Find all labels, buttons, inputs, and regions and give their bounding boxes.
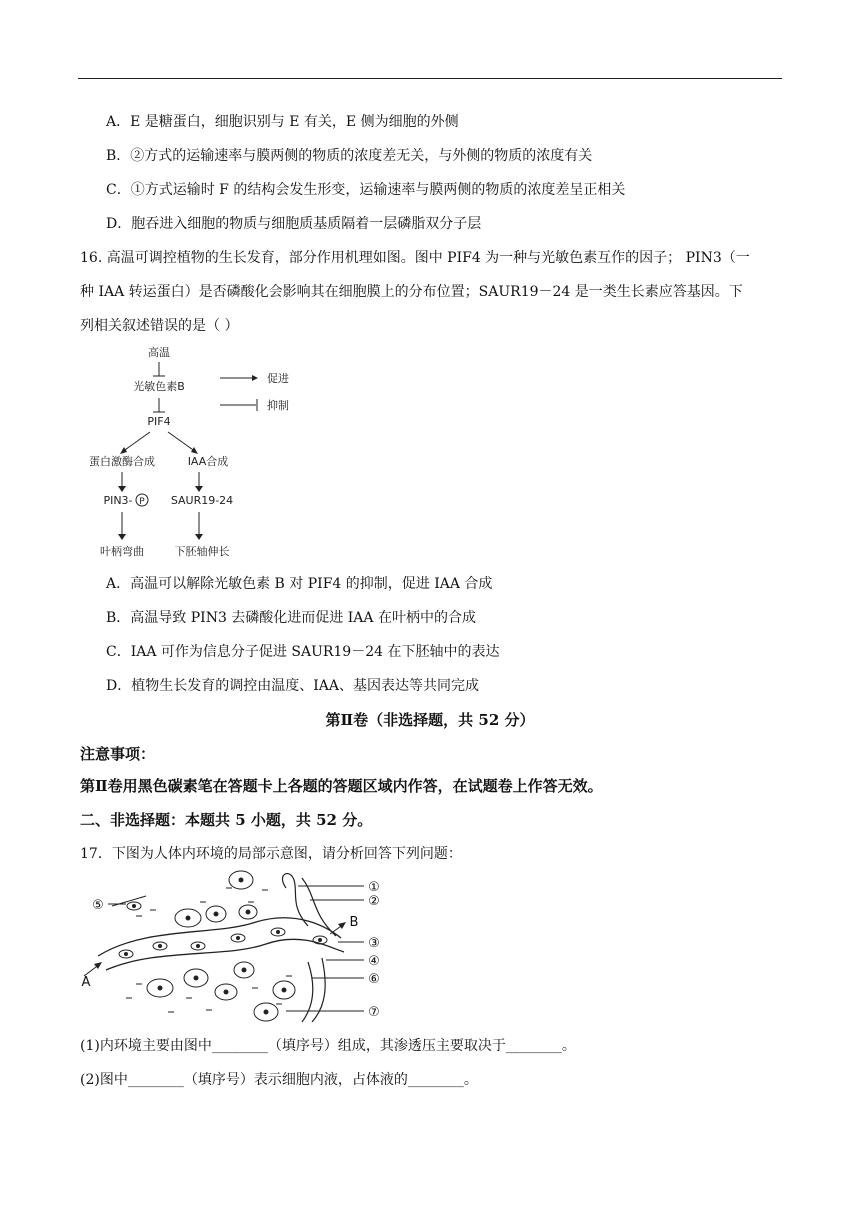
label-2: ② bbox=[368, 894, 380, 909]
diagram-phytochrome-b: 光敏色素B bbox=[133, 380, 185, 393]
label-1: ① bbox=[368, 880, 380, 895]
q16-option-b: B．高温导致 PIN3 去磷酸化进而促进 IAA 在叶柄中的合成 bbox=[106, 610, 476, 626]
q15-option-a: A．E 是糖蛋白，细胞识别与 E 有关，E 侧为细胞的外侧 bbox=[106, 114, 459, 130]
notice-text: 第Ⅱ卷用黑色碳素笔在答题卡上各题的答题区域内作答，在试题卷上作答无效。 bbox=[80, 777, 603, 795]
diagram-hypocotyl-growth: 下胚轴伸长 bbox=[174, 545, 230, 558]
q17-sub1: (1)内环境主要由图中________（填序号）组成，其渗透压主要取决于________。 bbox=[80, 1038, 576, 1054]
diagram-iaa-synthesis: IAA合成 bbox=[187, 455, 229, 468]
part2-heading: 二、非选择题：本题共 5 小题，共 52 分。 bbox=[80, 811, 373, 829]
q16-pathway-diagram bbox=[80, 340, 320, 562]
diagram-petiole-bend: 叶柄弯曲 bbox=[100, 545, 144, 558]
diagram-high-temp: 高温 bbox=[148, 346, 170, 359]
q15-option-d: D．胞吞进入细胞的物质与细胞质基质隔着一层磷脂双分子层 bbox=[106, 216, 482, 232]
q15-option-b: B．②方式的运输速率与膜两侧的物质的浓度差无关，与外侧的物质的浓度有关 bbox=[106, 148, 593, 164]
label-3: ③ bbox=[368, 936, 380, 951]
q15-option-c: C．①方式运输时 F 的结构会发生形变，运输速率与膜两侧的物质的浓度差呈正相关 bbox=[106, 182, 626, 198]
q17-stem: 17．下图为人体内环境的局部示意图，请分析回答下列问题： bbox=[80, 846, 462, 862]
label-5: ⑤ bbox=[92, 898, 104, 913]
q17-internal-environment-diagram bbox=[76, 866, 396, 1026]
q16-option-d: D．植物生长发育的调控由温度、IAA、基因表达等共同完成 bbox=[106, 678, 479, 694]
legend-promote: 促进 bbox=[267, 372, 289, 385]
label-a: A bbox=[81, 975, 91, 990]
header-rule bbox=[78, 78, 782, 79]
label-b: B bbox=[349, 915, 359, 930]
q16-option-a: A．高温可以解除光敏色素 B 对 PIF4 的抑制，促进 IAA 合成 bbox=[106, 576, 493, 592]
q17-sub2: (2)图中________（填序号）表示细胞内液，占体液的________。 bbox=[80, 1072, 478, 1088]
diagram-protein-kinase: 蛋白激酶合成 bbox=[89, 455, 155, 468]
diagram-saur: SAUR19-24 bbox=[170, 494, 234, 507]
label-4: ④ bbox=[368, 954, 380, 969]
notice-heading: 注意事项： bbox=[80, 745, 156, 763]
label-6: ⑥ bbox=[368, 972, 380, 987]
diagram-pif4: PIF4 bbox=[147, 415, 171, 428]
label-7: ⑦ bbox=[368, 1005, 380, 1020]
q16-stem-line3: 列相关叙述错误的是（ ） bbox=[80, 318, 239, 334]
q16-stem-line2: 种 IAA 转运蛋白）是否磷酸化会影响其在细胞膜上的分布位置；SAUR19－24 是一类生长素应答基因。下 bbox=[80, 284, 743, 300]
legend-inhibit: 抑制 bbox=[267, 399, 289, 412]
q16-option-c: C．IAA 可作为信息分子促进 SAUR19－24 在下胚轴中的表达 bbox=[106, 644, 500, 660]
diagram-pin3: PIN3- bbox=[103, 494, 133, 507]
diagram-phospho-p: P bbox=[139, 497, 145, 507]
q16-stem-line1: 16. 高温可调控植物的生长发育，部分作用机理如图。图中 PIF4 为一种与光敏色素互作的因子； PIN3（一 bbox=[80, 250, 750, 266]
section2-title: 第Ⅱ卷（非选择题，共 52 分） bbox=[325, 711, 535, 729]
